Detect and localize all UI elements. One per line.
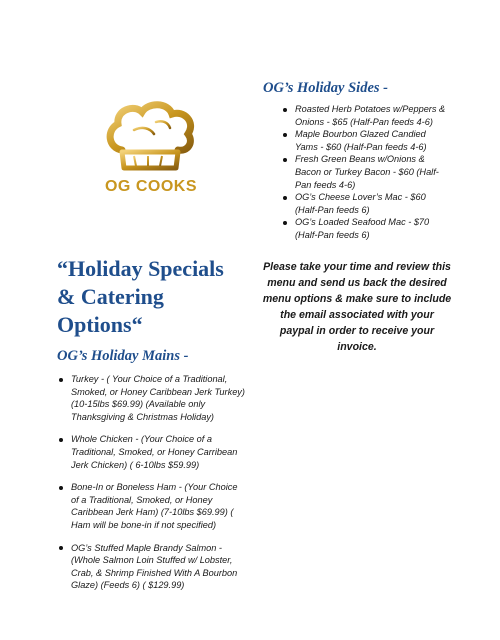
list-item (281, 216, 446, 241)
list-item (281, 103, 446, 128)
list-item (57, 542, 247, 592)
ordering-instructions: Please take your time and review this menu and send us back the desired menu options & make sure to include the email associated with your paypal in order to receive your invoice. (262, 261, 452, 353)
bullet-icon (59, 546, 63, 550)
mains-item-text: OG’s Stuffed Maple Brandy Salmon - (Whole Salmon Loin Stuffed w/ Lobster, Crab, & Shrimp Finished With A Bourbon Glaze) (Feeds 6) ( $129.99) (71, 542, 238, 591)
page-headline (57, 255, 247, 339)
bullet-icon (283, 133, 287, 137)
bullet-icon (283, 196, 287, 200)
sides-item-text: Fresh Green Beans w/Onions & Bacon or Turkey Bacon - $60 (Half-Pan feeds 4-6) (295, 154, 439, 190)
bullet-icon (283, 108, 287, 112)
list-item (57, 433, 247, 471)
og-cooks-logo (96, 100, 206, 200)
bullet-icon (59, 378, 63, 382)
bullet-icon (59, 438, 63, 442)
sides-item-text: OG’s Loaded Seafood Mac - $70 (Half-Pan feeds 6) (295, 217, 430, 240)
mains-list (57, 373, 247, 602)
list-item (57, 481, 247, 531)
mains-item-text: Whole Chicken - (Your Choice of a Traditional, Smoked, or Honey Carribean Jerk Chicken) ( 6-10lbs $59.99) (71, 434, 238, 470)
list-item (281, 191, 446, 216)
headline-line-2: & Catering (57, 284, 164, 309)
headline-line-3: Options“ (57, 312, 143, 337)
sides-list (281, 103, 446, 242)
list-item (57, 373, 247, 423)
list-item (281, 128, 446, 153)
sides-section-title: OG’s Holiday Sides - (263, 80, 388, 96)
bullet-icon (59, 486, 63, 490)
headline-line-1: “Holiday Specials (57, 256, 224, 281)
logo-wordmark: OG COOKS (104, 178, 197, 195)
sides-item-text: Roasted Herb Potatoes w/Peppers & Onions - $65 (Half-Pan feeds 4-6) (295, 104, 446, 127)
sides-item-text: Maple Bourbon Glazed Candied Yams - $60 (Half-Pan feeds 4-6) (295, 129, 427, 152)
mains-section-title: OG’s Holiday Mains - (57, 348, 189, 364)
sides-item-text: OG’s Cheese Lover’s Mac - $60 (Half-Pan feeds 6) (295, 192, 426, 215)
bullet-icon (283, 221, 287, 225)
bullet-icon (283, 158, 287, 162)
chef-hat-icon (104, 100, 198, 180)
mains-item-text: Turkey - ( Your Choice of a Traditional, Smoked, or Honey Caribbean Jerk Turkey) (10-15lbs $69.99) (Available only Thanksgiving & Christmas Holiday) (71, 374, 245, 422)
mains-item-text: Bone-In or Boneless Ham - (Your Choice of a Traditional, Smoked, or Honey Caribbean Jerk Ham) (7-10lbs $69.99) ( Ham will be bone-in if not specified) (71, 482, 238, 530)
list-item (281, 153, 446, 191)
